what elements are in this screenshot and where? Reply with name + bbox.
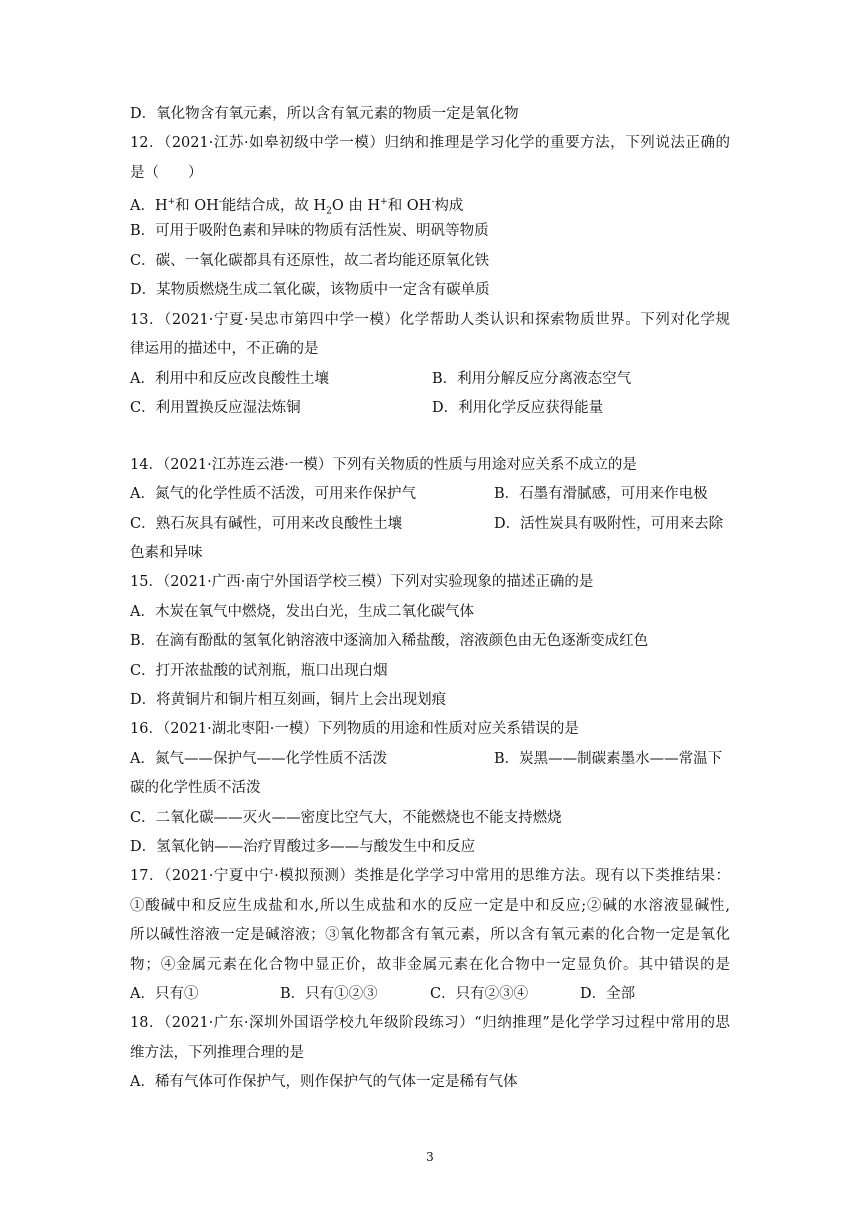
q12-option-d: D．某物质燃烧生成二氧化碳，该物质中一定含有碳单质 — [130, 282, 490, 298]
q17-option-b: B．只有①②③ — [280, 986, 378, 1002]
q12-stem-line2: 是（ ） — [130, 165, 203, 181]
q12-option-a: A．H+和 OH-能结合成，故 $H_2O$ 由 H+和 OH-构成 — [130, 197, 464, 217]
q17-stem-line4: 物；④金属元素在化合物中显正价，故非金属元素在化合物中一定显负价。其中错误的是 — [130, 957, 730, 973]
q18-stem-line2: 维方法，下列推理合理的是 — [130, 1045, 304, 1061]
q13-stem-line1: 13．（2021·宁夏·吴忠市第四中学一模）化学帮助人类认识和探索物质世界。下列对化学规 — [130, 312, 730, 328]
q15-option-c: C．打开浓盐酸的试剂瓶，瓶口出现白烟 — [130, 663, 388, 679]
q17-stem-line3: 所以碱性溶液一定是碱溶液；③氧化物都含有氧元素，所以含有氧元素的化合物一定是氧化 — [130, 927, 730, 943]
q13-option-b: B．利用分解反应分离液态空气 — [432, 371, 632, 387]
q12-option-b: B．可用于吸附色素和异味的物质有活性炭、明矾等物质 — [130, 223, 489, 239]
q17-stem-line2: ①酸碱中和反应生成盐和水,所以生成盐和水的反应一定是中和反应;②碱的水溶液显碱性, — [130, 898, 730, 914]
q16-option-c: C．二氧化碳——灭火——密度比空气大，不能燃烧也不能支持燃烧 — [130, 810, 562, 826]
q17-option-a: A．只有① — [130, 986, 199, 1002]
q17-option-d: D．全部 — [580, 986, 636, 1002]
q18-stem-line1: 18．（2021·广东·深圳外国语学校九年级阶段练习）“归纳推理”是化学学习过程中常用的思 — [130, 1015, 730, 1031]
q14-stem: 14．（2021·江苏连云港·一模）下列有关物质的性质与用途对应关系不成立的是 — [130, 457, 637, 473]
q13-option-c: C．利用置换反应湿法炼铜 — [130, 400, 301, 416]
q11-option-d: D．氧化物含有氧元素，所以含有氧元素的物质一定是氧化物 — [130, 106, 519, 122]
q17-option-c: C．只有②③④ — [430, 986, 529, 1002]
q14-option-a: A．氮气的化学性质不活泼，可用来作保护气 — [130, 486, 416, 502]
q15-option-d: D．将黄铜片和铜片相互刻画，铜片上会出现划痕 — [130, 692, 447, 708]
q12-stem-line1: 12．（2021·江苏·如皋初级中学一模）归纳和推理是学习化学的重要方法，下列说法正确的 — [130, 135, 730, 151]
q17-stem-line1: 17．（2021·宁夏中宁·模拟预测）类推是化学学习中常用的思维方法。现有以下类推结果： — [130, 868, 730, 884]
q14-option-d-cont: 色素和异味 — [130, 545, 203, 561]
q12-option-c: C．碳、一氧化碳都具有还原性，故二者均能还原氧化铁 — [130, 253, 490, 269]
q14-option-d: D．活性炭具有吸附性，可用来去除 — [494, 516, 724, 532]
q16-option-b-cont: 碳的化学性质不活泼 — [130, 780, 261, 796]
q15-option-a: A．木炭在氧气中燃烧，发出白光，生成二氧化碳气体 — [130, 604, 474, 620]
q16-option-d: D．氢氧化钠——治疗胃酸过多——与酸发生中和反应 — [130, 839, 476, 855]
q14-option-c: C．熟石灰具有碱性，可用来改良酸性土壤 — [130, 516, 403, 532]
q18-option-a: A．稀有气体可作保护气，则作保护气的气体一定是稀有气体 — [130, 1074, 518, 1090]
q13-option-d: D．利用化学反应获得能量 — [432, 400, 604, 416]
q16-option-b: B．炭黑——制碳素墨水——常温下 — [494, 751, 723, 767]
q13-stem-line2: 律运用的描述中，不正确的是 — [130, 341, 319, 357]
q15-stem: 15．（2021·广西·南宁外国语学校三模）下列对实验现象的描述正确的是 — [130, 574, 594, 590]
q15-option-b: B．在滴有酚酞的氢氧化钠溶液中逐滴加入稀盐酸，溶液颜色由无色逐渐变成红色 — [130, 633, 649, 649]
q14-option-b: B．石墨有滑腻感，可用来作电极 — [494, 486, 708, 502]
page-number: 3 — [426, 1150, 434, 1164]
q16-stem: 16．（2021·湖北枣阳·一模）下列物质的用途和性质对应关系错误的是 — [130, 721, 579, 737]
q16-option-a: A．氮气——保护气——化学性质不活泼 — [130, 751, 387, 767]
q13-option-a: A．利用中和反应改良酸性土壤 — [130, 371, 329, 387]
